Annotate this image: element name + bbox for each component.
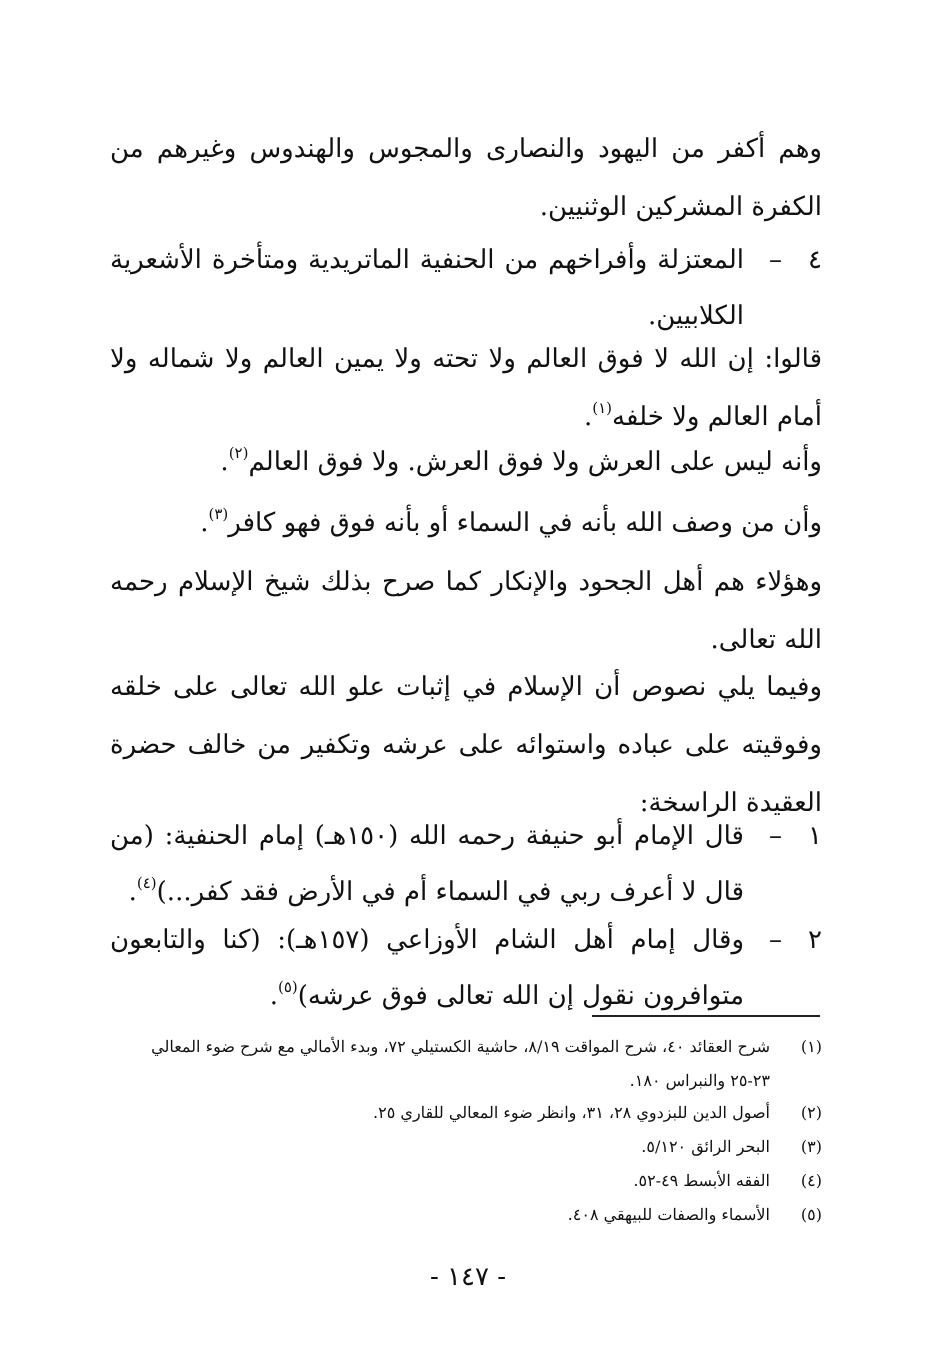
paragraph-6 bbox=[110, 658, 822, 832]
list-item-2-dash: – bbox=[769, 925, 782, 955]
list-item-4-text: المعتزلة وأفراخهم من الحنفية الماتريدية ومتأخرة الأشعرية الكلابيين. bbox=[110, 245, 744, 331]
paragraph-1-text: وهم أكفر من اليهود والنصارى والمجوس والهندوس وغيرهم من الكفرة المشركين الوثنيين. bbox=[110, 134, 822, 222]
paragraph-6-text: وفيما يلي نصوص أن الإسلام في إثبات علو الله تعالى على خلقه وفوقيته على عباده واستوائه على عرشه وتكفير من خالف حضرة العقيدة الراسخة: bbox=[110, 672, 822, 818]
list-item-1 bbox=[110, 808, 822, 920]
footnote-ref-5: (٥) bbox=[278, 978, 298, 996]
footnote-4-text: الفقه الأبسط ٤٩-٥٢. bbox=[633, 1171, 770, 1190]
page-number: - ١٤٧ - bbox=[429, 1262, 507, 1292]
paragraph-3 bbox=[110, 433, 822, 491]
paragraph-5 bbox=[110, 553, 822, 669]
paragraph-1 bbox=[110, 120, 822, 236]
footnote-5 bbox=[110, 1198, 822, 1232]
footnote-1 bbox=[110, 1030, 822, 1098]
footnote-3 bbox=[110, 1130, 822, 1164]
list-item-1-number: ١ bbox=[808, 821, 822, 851]
footnote-ref-2: (٢) bbox=[228, 444, 249, 462]
list-item-1-text: قال الإمام أبو حنيفة رحمه الله (١٥٠هـ) إمام الحنفية: (من قال لا أعرف ربي في السماء أم في الأرض فقد كفر...) bbox=[110, 821, 744, 907]
paragraph-4 bbox=[110, 494, 822, 552]
footnote-4-number: (٤) bbox=[800, 1171, 822, 1190]
list-item-1-dash: – bbox=[769, 821, 782, 851]
footnote-3-text: البحر الرائق ٥/١٢٠. bbox=[641, 1137, 770, 1156]
list-item-1-end: . bbox=[128, 877, 137, 907]
list-item-4-number: ٤ bbox=[808, 245, 822, 275]
footnote-4 bbox=[110, 1164, 822, 1198]
footnote-3-number: (٣) bbox=[800, 1137, 822, 1156]
paragraph-2 bbox=[110, 330, 822, 446]
paragraph-3-text: وأنه ليس على العرش ولا فوق العرش. ولا فوق العالم bbox=[248, 447, 822, 477]
footnote-ref-1: (١) bbox=[592, 399, 613, 417]
list-item-2-text: وقال إمام أهل الشام الأوزاعي (١٥٧هـ): (كنا والتابعون متوافرون نقول إن الله تعالى فوق عرشه) bbox=[110, 925, 744, 1011]
paragraph-2-text: قالوا: إن الله لا فوق العالم ولا تحته ولا يمين العالم ولا شماله ولا أمام العالم ولا خلفه bbox=[110, 344, 822, 432]
footnote-2-number: (٢) bbox=[800, 1103, 822, 1122]
footnote-ref-3: (٣) bbox=[208, 505, 229, 523]
list-item-2 bbox=[110, 912, 822, 1024]
paragraph-4-text: وأن من وصف الله بأنه في السماء أو بأنه فوق فهو كافر bbox=[228, 508, 822, 538]
paragraph-2-end: . bbox=[583, 402, 593, 432]
paragraph-5-text: وهؤلاء هم أهل الجحود والإنكار كما صرح بذلك شيخ الإسلام رحمه الله تعالى. bbox=[110, 567, 822, 655]
footnote-5-text: الأسماء والصفات للبيهقي ٤٠٨. bbox=[567, 1205, 770, 1224]
list-item-2-number: ٢ bbox=[808, 925, 822, 955]
list-item-2-text-block bbox=[110, 912, 744, 1024]
list-item-1-text-block bbox=[110, 808, 744, 920]
paragraph-3-end: . bbox=[220, 447, 229, 477]
footnote-separator bbox=[592, 1015, 820, 1017]
list-item-2-end: . bbox=[269, 981, 278, 1011]
footnote-2 bbox=[110, 1096, 822, 1130]
footnote-ref-4: (٤) bbox=[136, 874, 157, 892]
list-item-4-dash: – bbox=[769, 245, 782, 275]
footnote-2-text: أصول الدين للبزدوي ٢٨، ٣١، وانظر ضوء المعالي للقاري ٢٥. bbox=[373, 1103, 770, 1122]
paragraph-4-end: . bbox=[200, 508, 209, 538]
footnote-1-text: شرح العقائد ٤٠، شرح المواقت ٨/١٩، حاشية الكستيلي ٧٢، وبدء الأمالي مع شرح ضوء المعالي ٢٣-٢٥ والنبراس ١٨٠. bbox=[151, 1037, 770, 1090]
list-item-4 bbox=[110, 232, 822, 344]
footnote-5-number: (٥) bbox=[800, 1205, 822, 1224]
footnote-1-number: (١) bbox=[800, 1037, 822, 1056]
